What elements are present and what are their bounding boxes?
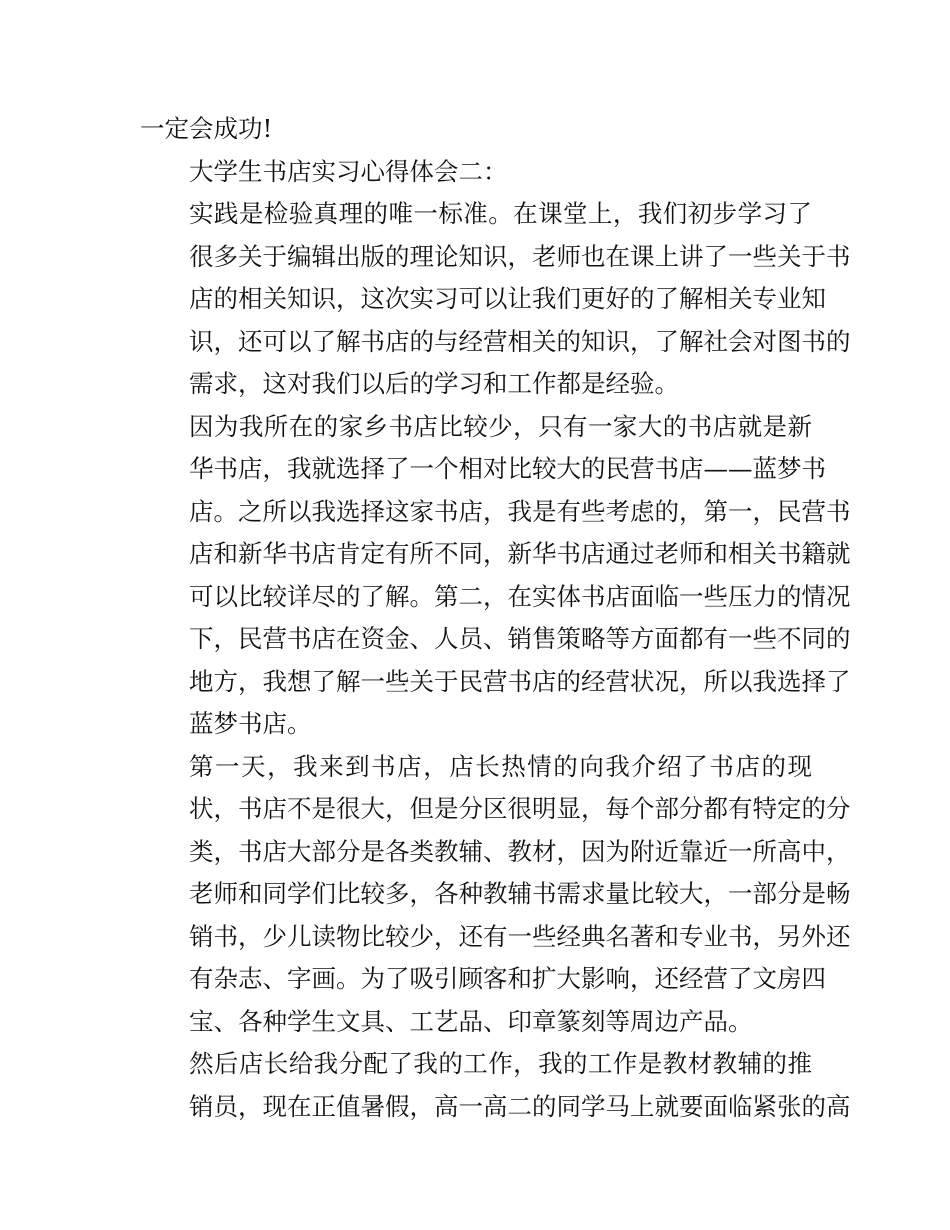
text-line: 店和新华书店肯定有所不同，新华书店通过老师和相关书籍就 <box>189 539 851 568</box>
heading-text: 大学生书店实习心得体会二： <box>189 156 508 186</box>
text-line: 第一天，我来到书店，店长热情的向我介绍了书店的现 <box>189 751 812 781</box>
paragraph-assignment <box>140 1043 851 1128</box>
text-line: 识，还可以了解书店的与经营相关的知识，了解社会对图书的 <box>189 326 851 356</box>
text-line: 地方，我想了解一些关于民营书店的经营状况，所以我选择了 <box>189 666 851 696</box>
text-line: 店的相关知识，这次实习可以让我们更好的了解相关专业知 <box>189 284 826 313</box>
text-line: 然后店长给我分配了我的工作，我的工作是教材教辅的推 <box>189 1049 812 1078</box>
text-line: 因为我所在的家乡书店比较少，只有一家大的书店就是新 <box>189 411 812 441</box>
text-line: 华书店，我就选择了一个相对比较大的民营书店——蓝梦书 <box>189 454 826 483</box>
text-line: 老师和同学们比较多，各种教辅书需求量比较大，一部分是畅 <box>189 879 851 908</box>
paragraph-first-day <box>140 746 851 1044</box>
text-line: 销书，少儿读物比较少，还有一些经典名著和专业书，另外还 <box>189 921 851 951</box>
text-line: 需求，这对我们以后的学习和工作都是经验。 <box>189 369 679 398</box>
text-line: 下，民营书店在资金、人员、销售策略等方面都有一些不同的 <box>189 624 851 653</box>
paragraph-practice <box>140 193 851 406</box>
text-line: 店。之所以我选择这家书店，我是有些考虑的，第一，民营书 <box>189 496 851 526</box>
text-line: 状，书店不是很大，但是分区很明显，每个部分都有特定的分 <box>189 794 851 823</box>
text-line: 可以比较详尽的了解。第二，在实体书店面临一些压力的情况 <box>189 581 851 611</box>
text-line: 一定会成功! <box>140 114 273 143</box>
paragraph-closing <box>140 108 812 151</box>
text-line: 销员，现在正值暑假，高一高二的同学马上就要面临紧张的高 <box>189 1091 851 1121</box>
text-line: 很多关于编辑出版的理论知识，老师也在课上讲了一些关于书 <box>189 241 851 271</box>
text-line: 宝、各种学生文具、工艺品、印章篆刻等周边产品。 <box>189 1006 753 1036</box>
section-heading <box>140 151 812 194</box>
text-line: 类，书店大部分是各类教辅、教材，因为附近靠近一所高中， <box>189 836 851 866</box>
text-line: 有杂志、字画。为了吸引顾客和扩大影响，还经营了文房四 <box>189 964 826 993</box>
text-line: 蓝梦书店。 <box>189 709 312 738</box>
paragraph-choice <box>140 406 851 746</box>
text-line: 实践是检验真理的唯一标准。在课堂上，我们初步学习了 <box>189 199 812 228</box>
document-page <box>140 108 851 1128</box>
